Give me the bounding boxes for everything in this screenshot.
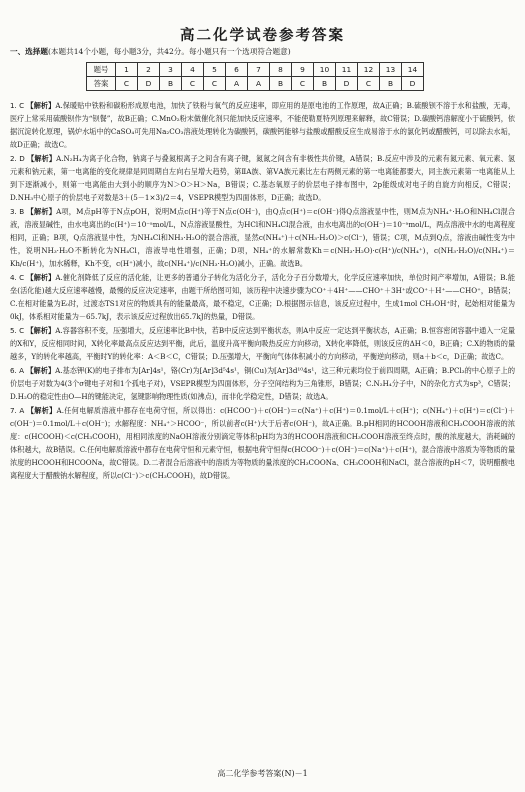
answer-cell: B bbox=[314, 77, 336, 91]
number-cell: 7 bbox=[248, 63, 270, 77]
number-cell: 10 bbox=[314, 63, 336, 77]
answer-table-number-row bbox=[87, 63, 424, 77]
explanation-text: A项，M点pH等于N点pOH，说明M点c(H⁺)等于N点c(OH⁻)，由Q点c(H⁺)＝c(OH⁻)得Q点溶液显中性，则M点为NH₄⁺·H₂O和NH₄Cl混合液，溶液显碱性，由水电离出的c(H⁺)＝10⁻ᵃmol/L，N点溶液显酸性，为HCl和NH₄Cl混合液，由水电离出的c(OH⁻)＝10⁻ᵃmol/L，两点溶液中水的电离程度相同，正确；B项，Q点溶液显中性，为NH₄Cl和NH₃·H₂O的混合溶液，显然c(NH₄⁺)＋c(NH₃·H₂O)＞c(Cl⁻)，错误；C项，M点到Q点，溶液由碱性变为中性，说明NH₃·H₂O不断转化为NH₄Cl，溶液导电性增强，正确；D项，NH₄⁺的水解常数Kh＝c(NH₃·H₂O)·c(H⁺)/c(NH₄⁺)，c(NH₃·H₂O)/c(NH₄⁺)＝Kh/c(H⁺)，加水稀释，Kh不变，c(H⁺)减小，故c(NH₄⁺)/c(NH₃·H₂O)减小，正确。故选B。 bbox=[10, 207, 515, 268]
explanation-text: A.催化剂降低了反应的活化能，让更多的普通分子转化为活化分子，活化分子百分数增大，化学反应速率加快，单位时间产率增加，A错误；B.能垒(活化能)越大反应速率越慢，最慢的反应决定速率，由题干所给图可知，该历程中决速步骤为CO⁺＋4H⁺——CHO⁺＋3H⁺或CO⁺＋H⁺——CHO⁺，B错误；C.在相对能量为E₀时，过渡态TS1对应的物质具有的能量最高，最不稳定，C正确；D.根据图示信息，该反应过程中，生成1mol CH₃OH⁺时，起始相对能量为0kJ，体系相对能量为－65.7kJ，表示该反应过程放出65.7kJ的热量，D错误。 bbox=[10, 273, 515, 321]
number-cell: 6 bbox=[226, 63, 248, 77]
answer-cell: B bbox=[160, 77, 182, 91]
explanation-text: A.基态钾(K)的电子排布为[Ar]4s¹，铬(Cr)为[Ar]3d⁵4s¹，铜(Cu)为[Ar]3d¹⁰4s¹，这三种元素均位于前四周期，A正确；B.PCl₃的中心原子上的价层电子对数为4(3个σ键电子对和1个孤电子对)，VSEPR模型为四面体形，分子空间结构为三角锥形，B错误；C.N₂H₄分子中，N的杂化方式为sp³，C错误；D.H₂O的稳定性由O—H的键能决定，氢键影响物理性质(如沸点)，而非化学稳定性，D错误；故选A。 bbox=[10, 366, 515, 401]
answer-cell: C bbox=[116, 77, 138, 91]
explanations bbox=[10, 99, 515, 762]
question-answer: 3. B bbox=[10, 207, 25, 216]
answer-cell: A bbox=[248, 77, 270, 91]
number-cell: 4 bbox=[182, 63, 204, 77]
number-cell: 9 bbox=[292, 63, 314, 77]
number-cell: 1 bbox=[116, 63, 138, 77]
section-label: 一、选择题 bbox=[10, 47, 48, 56]
answer-cell: C bbox=[204, 77, 226, 91]
answer-header-cell: 答案 bbox=[87, 77, 116, 91]
question-answer: 2. D bbox=[10, 154, 25, 163]
page-title: 高二化学试卷参考答案 bbox=[180, 28, 345, 44]
number-cell: 5 bbox=[204, 63, 226, 77]
number-cell: 12 bbox=[358, 63, 380, 77]
analysis-tag: 【解析】 bbox=[26, 273, 56, 282]
answer-cell: B bbox=[270, 77, 292, 91]
explanation-text: A.任何电解质溶液中都存在电荷守恒，所以得出：c(HCOO⁻)＋c(OH⁻)＝c(Na⁺)＋c(H⁺)＝0.1mol/L＋c(H⁺)；c(NH₄⁺)＋c(H⁺)＝c(Cl⁻)＋c(OH⁻)＝0.1mol/L＋c(OH⁻)；水解程度：NH₄⁺＞HCOO⁻，所以前者c(H⁺)大于后者c(OH⁻)，故A正确。B.pH相同的HCOOH溶液和CH₃COOH溶液的浓度：c(HCOOH)＜c(CH₃COOH)，用相同浓度的NaOH溶液分别滴定等体积pH均为3的HCOOH溶液和CH₃COOH溶液至终点时，酸的浓度越大，消耗碱的体积越大，故B错误。C.任何电解质溶液中都存在电荷守恒和元素守恒，根据电荷守恒得c(HCOO⁻)＋c(OH⁻)＝c(Na⁺)＋c(H⁺)，混合溶液中溶质为等物质的量浓度的HCOOH和HCOONa，故C错误。D.二者混合后溶液中的溶质为等物质的量浓度的CH₃COONa、CH₃COOH和NaCl，混合溶液的pH＜7，说明醋酸电离程度大于醋酸钠水解程度，所以c(Cl⁻)＞c(CH₃COOH)，故D错误。 bbox=[10, 406, 515, 480]
analysis-tag: 【解析】 bbox=[26, 406, 57, 415]
number-cell: 8 bbox=[270, 63, 292, 77]
explanation-text: A.保暖贴中铁粉和碳粉形成原电池，加快了铁粉与氧气的反应速率，即应用的是原电池的工作原理，故A正确；B.硫酸钡不溶于水和盐酸，无毒，医疗上常采用硫酸钡作为“钡餐”，故B正确；C.MnO₂粉末做催化剂只能加快反应速率，不能使勒夏特列原理来解释，故C错误；D.碳酸钙溶解度小于硫酸钙，依据沉淀转化原理，锅炉水垢中的CaSO₄可先用Na₂CO₃溶液处理转化为碳酸钙，碳酸钙能够与盐酸或醋酸反应生成易溶于水的氯化钙或醋酸钙，可以除去水垢，故D正确；故选C。 bbox=[10, 101, 515, 149]
answer-cell: D bbox=[336, 77, 358, 91]
analysis-tag: 【解析】 bbox=[26, 366, 56, 375]
answer-cell: C bbox=[358, 77, 380, 91]
answer-table bbox=[86, 62, 424, 91]
number-header-cell: 题号 bbox=[87, 63, 116, 77]
question-answer: 1. C bbox=[10, 101, 25, 110]
question-explanation bbox=[10, 99, 515, 151]
answer-cell: C bbox=[292, 77, 314, 91]
question-explanation bbox=[10, 271, 515, 323]
page-footer: 高二化学参考答案(N)－1 bbox=[217, 769, 308, 778]
explanation-text: A.N₂H₄为离子化合物，钠离子与叠氮根离子之间含有离子键，氮氮之间含有非极性共价键，A错误；B.反应中涉及的元素有氮元素、氧元素、氢元素和钠元素，第一电离能的变化规律是同周期自左向右呈增大趋势，第ⅡA族、第ⅤA族元素比左右两侧元素的第一电离能都要大，同主族元素第一电离能从上到下逐渐减小，则第一电离能由大到小的顺序为N＞O＞H＞Na，B错误；C.基态氧原子的价层电子排布图中，2p能级成对电子的自旋方向相反，C错误；D.NH₃中心原子的价层电子对数是3＋(5－1×3)/2＝4，VSEPR模型为四面体形，D正确；故选D。 bbox=[10, 154, 515, 202]
answer-cell: D bbox=[402, 77, 424, 91]
question-explanation bbox=[10, 404, 515, 482]
answer-cell: D bbox=[138, 77, 160, 91]
analysis-tag: 【解析】 bbox=[26, 326, 56, 335]
question-explanation bbox=[10, 324, 515, 363]
section-heading bbox=[10, 47, 515, 57]
question-explanation bbox=[10, 152, 515, 204]
question-answer: 5. C bbox=[10, 326, 25, 335]
question-answer: 6. A bbox=[10, 366, 25, 375]
question-answer: 4. C bbox=[10, 273, 25, 282]
answer-table-answer-row bbox=[87, 77, 424, 91]
question-explanation bbox=[10, 364, 515, 403]
analysis-tag: 【解析】 bbox=[26, 207, 57, 216]
answer-cell: A bbox=[226, 77, 248, 91]
number-cell: 2 bbox=[138, 63, 160, 77]
analysis-tag: 【解析】 bbox=[26, 101, 56, 110]
number-cell: 14 bbox=[402, 63, 424, 77]
explanation-text: A.容器容积不变，压强增大，反应速率比B中快，若B中反应达到平衡状态，则A中反应一定达到平衡状态，A正确；B.恒容密闭容器中通入一定量的X和Y，反应相同时间，X转化率最高点反应达到平衡，此后，温度升高平衡向吸热反应方向移动，X转化率降低，则该反应的ΔH＜0，B正确；C.X的物质的量越多，Y的转化率越高，平衡时Y的转化率：A＜B＜C，C错误；D.压强增大，平衡向气体体积减小的方向移动，平衡逆向移动，则a＋b＜c，D正确；故选C。 bbox=[10, 326, 515, 361]
answer-cell: C bbox=[182, 77, 204, 91]
number-cell: 11 bbox=[336, 63, 358, 77]
answer-cell: B bbox=[380, 77, 402, 91]
number-cell: 13 bbox=[380, 63, 402, 77]
question-answer: 7. A bbox=[10, 406, 25, 415]
analysis-tag: 【解析】 bbox=[27, 154, 57, 163]
question-explanation bbox=[10, 205, 515, 270]
number-cell: 3 bbox=[160, 63, 182, 77]
section-note: (本题共14个小题，每小题3分，共42分。每小题只有一个选项符合题意) bbox=[47, 47, 291, 56]
